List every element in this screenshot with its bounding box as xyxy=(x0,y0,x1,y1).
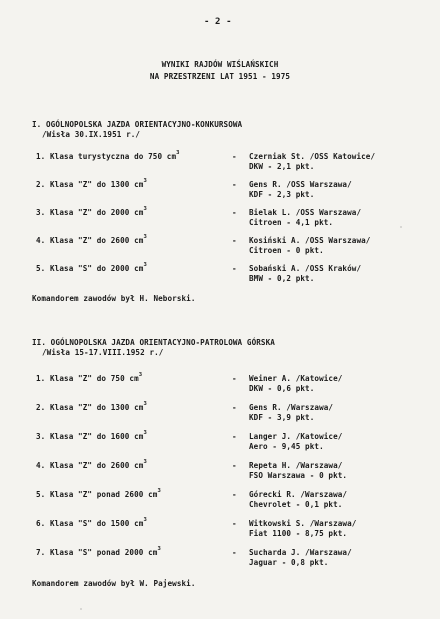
s2-item-5-class: 5. Klasa "Z" ponad 2600 $cm^3$ xyxy=(36,488,161,499)
s2-item-4-dash: - xyxy=(232,461,237,470)
s1-item-1-driver: Czerniak St. /OSS Katowice/ xyxy=(249,152,376,161)
s2-item-6-result: Fiat 1100 - 8,75 pkt. xyxy=(249,529,348,538)
s2-item-6-class: 6. Klasa "S" do 1500 $cm^3$ xyxy=(36,517,147,528)
document-title: WYNIKI RAJDÓW WIŚLAŃSKICH xyxy=(161,60,279,69)
s1-item-1-result: DKW - 2,1 pkt. xyxy=(249,162,315,171)
paper-speck xyxy=(80,608,82,610)
s2-item-3-class: 3. Klasa "Z" do 1600 $cm^3$ xyxy=(36,430,147,441)
paper-speck xyxy=(400,226,402,228)
section-2-date: /Wisła 15-17.VIII.1952 r./ xyxy=(42,348,164,357)
s1-item-1-class: 1. Klasa turystyczna do 750 $cm^3$ xyxy=(36,150,180,161)
s2-item-1-dash: - xyxy=(232,374,237,383)
document-subtitle: NA PRZESTRZENI LAT 1951 - 1975 xyxy=(149,72,291,81)
section-2-title: II. OGÓLNOPOLSKA JAZDA ORIENTACYJNO-PATROLOWA GÓRSKA xyxy=(32,338,275,347)
s1-item-3-dash: - xyxy=(232,208,237,217)
s2-item-5-driver: Górecki R. /Warszawa/ xyxy=(249,490,348,499)
s2-item-1-driver: Weiner A. /Katowice/ xyxy=(249,374,343,383)
s1-item-2-class: 2. Klasa "Z" do 1300 $cm^3$ xyxy=(36,178,147,189)
s1-item-1-dash: - xyxy=(232,152,237,161)
s2-item-6-dash: - xyxy=(232,519,237,528)
s1-item-5-result: BMW - 0,2 pkt. xyxy=(249,274,315,283)
s1-item-4-result: Citroen - 0 pkt. xyxy=(249,246,324,255)
s2-item-3-result: Aero - 9,45 pkt. xyxy=(249,442,324,451)
s1-item-5-driver: Sobański A. /OSS Kraków/ xyxy=(249,264,362,273)
s1-item-4-dash: - xyxy=(232,236,237,245)
s2-item-2-result: KDF - 3,9 pkt. xyxy=(249,413,315,422)
s1-item-2-dash: - xyxy=(232,180,237,189)
section-1-commander: Komandorem zawodów był H. Neborski. xyxy=(32,294,196,303)
s2-item-6-driver: Witkowski S. /Warszawa/ xyxy=(249,519,357,528)
s2-item-4-driver: Repeta H. /Warszawa/ xyxy=(249,461,343,470)
s2-item-2-class: 2. Klasa "Z" do 1300 $cm^3$ xyxy=(36,401,147,412)
s2-item-7-class: 7. Klasa "S" ponad 2000 $cm^3$ xyxy=(36,546,161,557)
s2-item-5-result: Chevrolet - 0,1 pkt. xyxy=(249,500,343,509)
section-1-date: /Wisła 30.IX.1951 r./ xyxy=(42,130,141,139)
s2-item-3-driver: Langer J. /Katowice/ xyxy=(249,432,343,441)
s2-item-7-result: Jaguar - 0,8 pkt. xyxy=(249,558,329,567)
page-number: - 2 - xyxy=(204,17,232,27)
s1-item-2-driver: Gens R. /OSS Warszawa/ xyxy=(249,180,352,189)
s2-item-7-dash: - xyxy=(232,548,237,557)
s1-item-4-class: 4. Klasa "Z" do 2600 $cm^3$ xyxy=(36,234,147,245)
s2-item-3-dash: - xyxy=(232,432,237,441)
s1-item-3-driver: Bielak L. /OSS Warszawa/ xyxy=(249,208,362,217)
s1-item-3-class: 3. Klasa "Z" do 2000 $cm^3$ xyxy=(36,206,147,217)
s1-item-4-driver: Kosiński A. /OSS Warszawa/ xyxy=(249,236,371,245)
s2-item-5-dash: - xyxy=(232,490,237,499)
s2-item-1-result: DKW - 0,6 pkt. xyxy=(249,384,315,393)
s1-item-2-result: KDF - 2,3 pkt. xyxy=(249,190,315,199)
s2-item-7-driver: Sucharda J. /Warszawa/ xyxy=(249,548,352,557)
section-1-title: I. OGÓLNOPOLSKA JAZDA ORIENTACYJNO-KONKURSOWA xyxy=(32,120,243,129)
s1-item-5-class: 5. Klasa "S" do 2000 $cm^3$ xyxy=(36,262,147,273)
s2-item-1-class: 1. Klasa "Z" do 750 $cm^3$ xyxy=(36,372,143,383)
s2-item-2-driver: Gens R. /Warszawa/ xyxy=(249,403,334,412)
s2-item-4-result: FSO Warszawa - 0 pkt. xyxy=(249,471,348,480)
s1-item-5-dash: - xyxy=(232,264,237,273)
section-2-commander: Komandorem zawodów był W. Pajewski. xyxy=(32,579,196,588)
s2-item-2-dash: - xyxy=(232,403,237,412)
s1-item-3-result: Citroen - 4,1 pkt. xyxy=(249,218,334,227)
s2-item-4-class: 4. Klasa "Z" do 2600 $cm^3$ xyxy=(36,459,147,470)
